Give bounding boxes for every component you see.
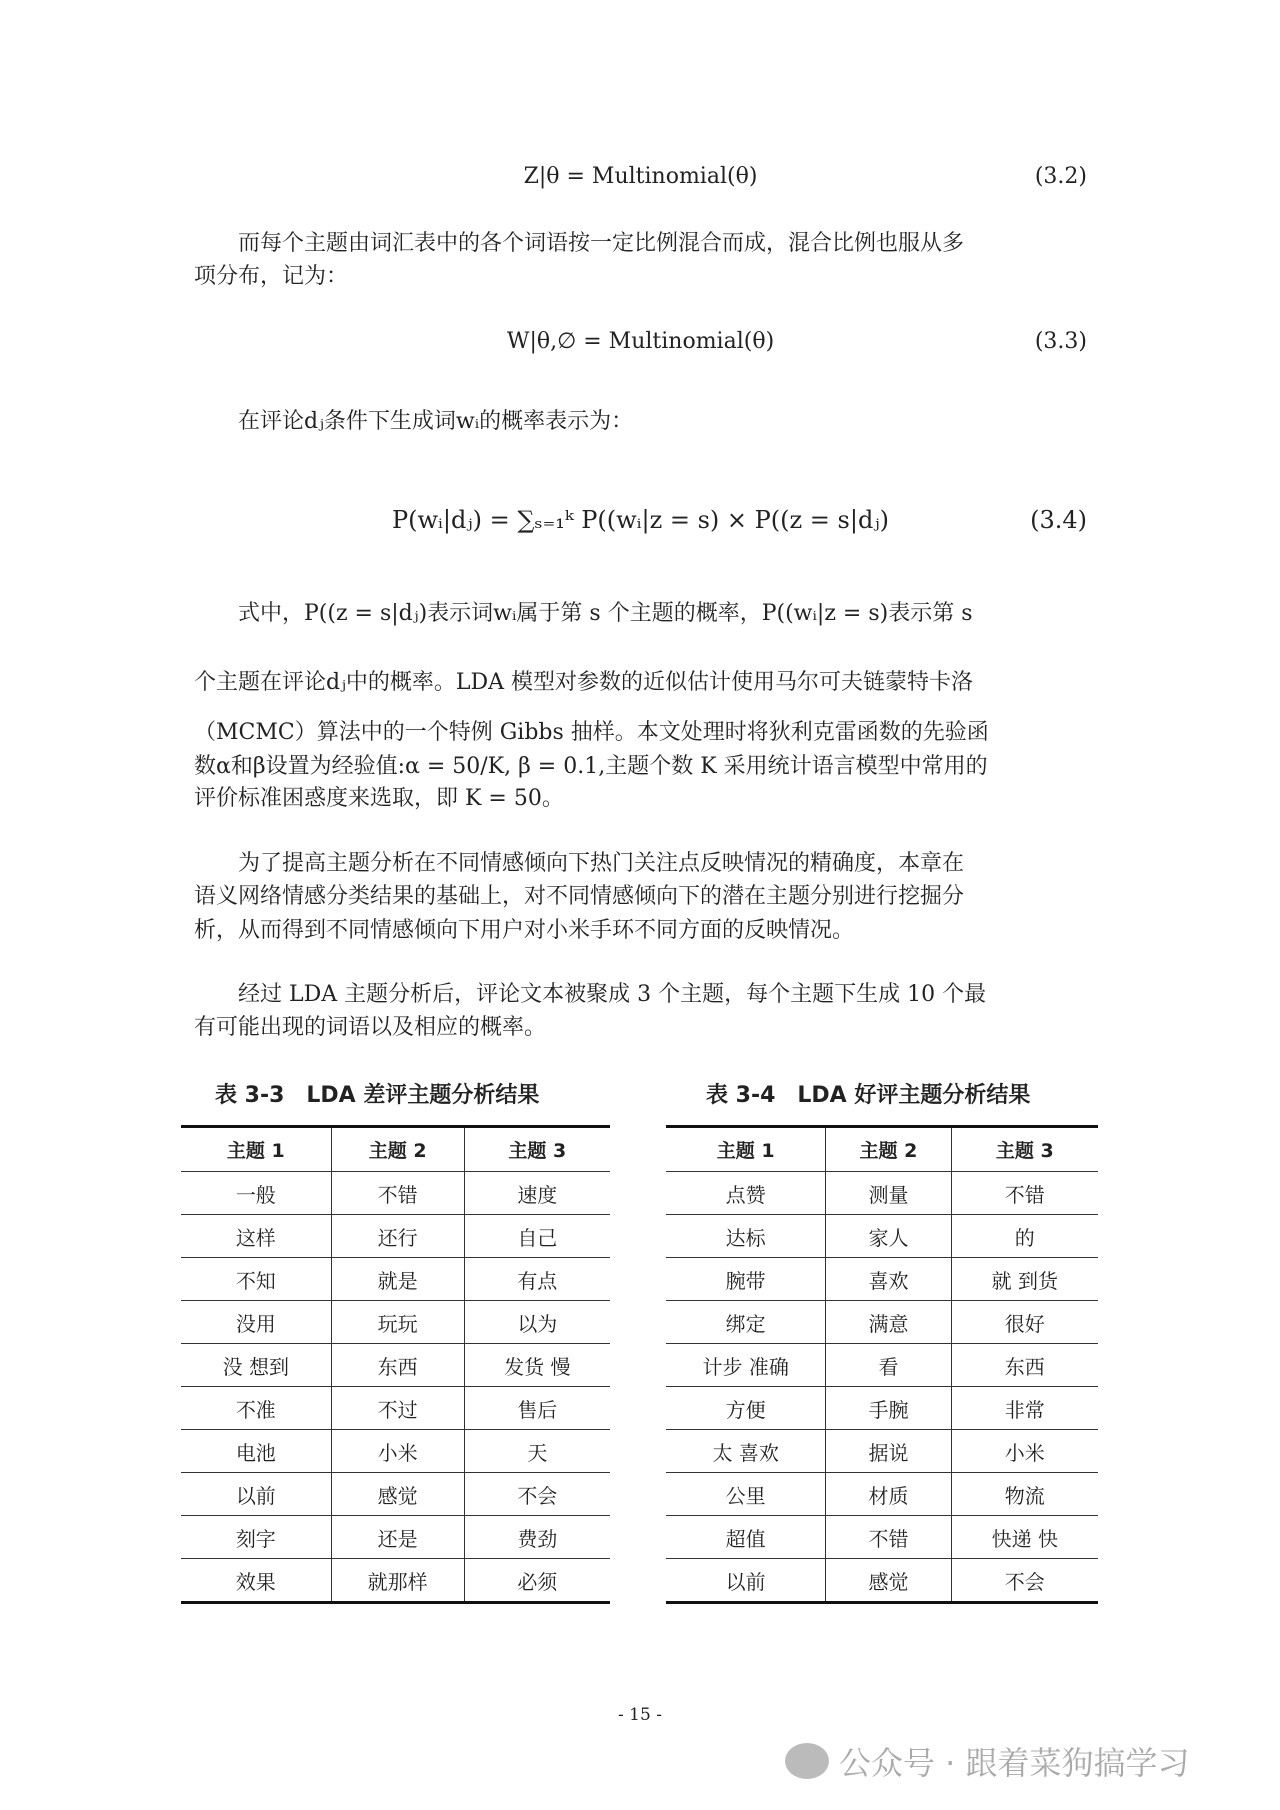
table-cell: 据说 [826, 1430, 951, 1473]
column-header: 主题 2 [331, 1127, 464, 1172]
table-cell: 不准 [181, 1387, 331, 1430]
watermark-text: 公众号 · 跟着菜狗搞学习 [839, 1744, 1190, 1782]
table-row [181, 1215, 610, 1258]
table-row [181, 1516, 610, 1559]
table-cell: 物流 [951, 1473, 1098, 1516]
table-row [666, 1473, 1098, 1516]
paragraph-line: 为了提高主题分析在不同情感倾向下热门关注点反映情况的精确度，本章在 [238, 851, 965, 876]
table-cell: 家人 [826, 1215, 951, 1258]
table-cell: 就是 [331, 1258, 464, 1301]
table-cell: 不过 [331, 1387, 464, 1430]
table-cell: 非常 [951, 1387, 1098, 1430]
paragraph-line: 经过 LDA 主题分析后，评论文本被聚成 3 个主题，每个主题下生成 10 个最 [238, 982, 987, 1007]
table-row [181, 1387, 610, 1430]
table-row [666, 1430, 1098, 1473]
table-cell: 东西 [331, 1344, 464, 1387]
table-cell: 方便 [666, 1387, 826, 1430]
equation-number: (3.3) [1034, 329, 1087, 354]
table-cell: 的 [951, 1215, 1098, 1258]
equation-number: (3.2) [1034, 164, 1087, 189]
table-cell: 没 想到 [181, 1344, 331, 1387]
table-cell: 以为 [464, 1301, 610, 1344]
table-cell: 以前 [181, 1473, 331, 1516]
table-cell: 就那样 [331, 1559, 464, 1603]
table-row [666, 1516, 1098, 1559]
column-header: 主题 1 [666, 1127, 826, 1172]
watermark [785, 1738, 1190, 1784]
paragraph-line: 在评论dⱼ条件下生成词wᵢ的概率表示为： [238, 409, 634, 434]
wechat-icon [785, 1743, 829, 1779]
table-cell: 小米 [951, 1430, 1098, 1473]
table-row [666, 1215, 1098, 1258]
table-cell: 还是 [331, 1516, 464, 1559]
table-row [181, 1301, 610, 1344]
paragraph-line: 评价标准困惑度来选取，即 K = 50。 [194, 786, 564, 811]
paragraph-line: 有可能出现的词语以及相应的概率。 [194, 1015, 547, 1040]
table-cell: 小米 [331, 1430, 464, 1473]
table-cell: 喜欢 [826, 1258, 951, 1301]
table-cell: 快递 快 [951, 1516, 1098, 1559]
table-cell: 不错 [826, 1516, 951, 1559]
table-cell: 发货 慢 [464, 1344, 610, 1387]
paragraph-line: 析，从而得到不同情感倾向下用户对小米手环不同方面的反映情况。 [194, 918, 855, 943]
table-cell: 计步 准确 [666, 1344, 826, 1387]
table-cell: 天 [464, 1430, 610, 1473]
paragraph-line: 语义网络情感分类结果的基础上，对不同情感倾向下的潜在主题分别进行挖掘分 [194, 884, 965, 909]
table-row [181, 1172, 610, 1215]
paragraph-line: 项分布，记为： [194, 264, 349, 289]
table-cell: 这样 [181, 1215, 331, 1258]
table-cell: 超值 [666, 1516, 826, 1559]
table-header-row [666, 1127, 1098, 1172]
table-3-4 [666, 1125, 1098, 1604]
table-3-4-caption: 表 3-4 LDA 好评主题分析结果 [706, 1083, 1031, 1108]
table-row [181, 1258, 610, 1301]
table-cell: 腕带 [666, 1258, 826, 1301]
table-row [181, 1473, 610, 1516]
table-row [666, 1258, 1098, 1301]
table-cell: 测量 [826, 1172, 951, 1215]
table-cell: 没用 [181, 1301, 331, 1344]
table-cell: 玩玩 [331, 1301, 464, 1344]
column-header: 主题 3 [951, 1127, 1098, 1172]
column-header: 主题 3 [464, 1127, 610, 1172]
table-row [181, 1559, 610, 1603]
page-number: - 15 - [618, 1705, 662, 1725]
table-cell: 很好 [951, 1301, 1098, 1344]
table-cell: 不错 [331, 1172, 464, 1215]
table-cell: 必须 [464, 1559, 610, 1603]
table-cell: 以前 [725, 1569, 766, 1594]
table-cell: 看 [826, 1344, 951, 1387]
table-cell: 费劲 [464, 1516, 610, 1559]
paragraph-line: （MCMC）算法中的一个特例 Gibbs 抽样。本文处理时将狄利克雷函数的先验函 [194, 720, 989, 745]
table-cell: 售后 [464, 1387, 610, 1430]
table-cell: 自己 [464, 1215, 610, 1258]
table-3-3 [181, 1125, 610, 1604]
table-row [181, 1430, 610, 1473]
paragraph-line: 数α和β设置为经验值:α = 50/K, β = 0.1,主题个数 K 采用统计语言模型中常用的 [194, 754, 988, 779]
table-row [666, 1559, 1098, 1603]
equation-number: (3.4) [1030, 506, 1087, 534]
table-cell: 感觉 [826, 1559, 951, 1603]
table-cell: 效果 [235, 1569, 276, 1594]
column-header: 主题 2 [826, 1127, 951, 1172]
table-row [181, 1344, 610, 1387]
table-cell: 不会 [464, 1473, 610, 1516]
table-cell: 刻字 [181, 1516, 331, 1559]
table-cell: 不错 [951, 1172, 1098, 1215]
formula: W|θ,∅ = Multinomial(θ) [506, 329, 775, 354]
table-cell: 不知 [181, 1258, 331, 1301]
table-row [666, 1301, 1098, 1344]
table-cell: 就 到货 [951, 1258, 1098, 1301]
table-cell: 东西 [951, 1344, 1098, 1387]
table-cell: 有点 [464, 1258, 610, 1301]
paragraph-line: 而每个主题由词汇表中的各个词语按一定比例混合而成，混合比例也服从多 [238, 231, 965, 256]
table-cell: 不会 [951, 1559, 1098, 1603]
table-cell: 感觉 [331, 1473, 464, 1516]
table-3-3-caption: 表 3-3 LDA 差评主题分析结果 [215, 1083, 540, 1108]
table-cell: 点赞 [666, 1172, 826, 1215]
table-cell: 绑定 [666, 1301, 826, 1344]
table-row [666, 1344, 1098, 1387]
table-cell: 太 喜欢 [666, 1430, 826, 1473]
table-cell: 公里 [666, 1473, 826, 1516]
table-header-row [181, 1127, 610, 1172]
table-cell: 满意 [826, 1301, 951, 1344]
table-row [666, 1387, 1098, 1430]
table-cell: 电池 [181, 1430, 331, 1473]
table-cell: 材质 [826, 1473, 951, 1516]
table-cell: 速度 [464, 1172, 610, 1215]
table-row [666, 1172, 1098, 1215]
formula: P(wᵢ|dⱼ) = ∑ₛ₌₁ᵏ P((wᵢ|z = s) × P((z = s|dⱼ) [391, 506, 890, 534]
table-cell: 一般 [181, 1172, 331, 1215]
table-cell: 达标 [666, 1215, 826, 1258]
formula: Z|θ = Multinomial(θ) [523, 164, 758, 189]
column-header: 主题 1 [181, 1127, 331, 1172]
table-cell: 还行 [331, 1215, 464, 1258]
table-cell: 手腕 [826, 1387, 951, 1430]
paragraph-line: 式中，P((z = s|dⱼ)表示词wᵢ属于第 s 个主题的概率，P((wᵢ|z = s)表示第 s [238, 601, 973, 626]
paragraph-line: 个主题在评论dⱼ中的概率。LDA 模型对参数的近似估计使用马尔可夫链蒙特卡洛 [194, 670, 974, 695]
